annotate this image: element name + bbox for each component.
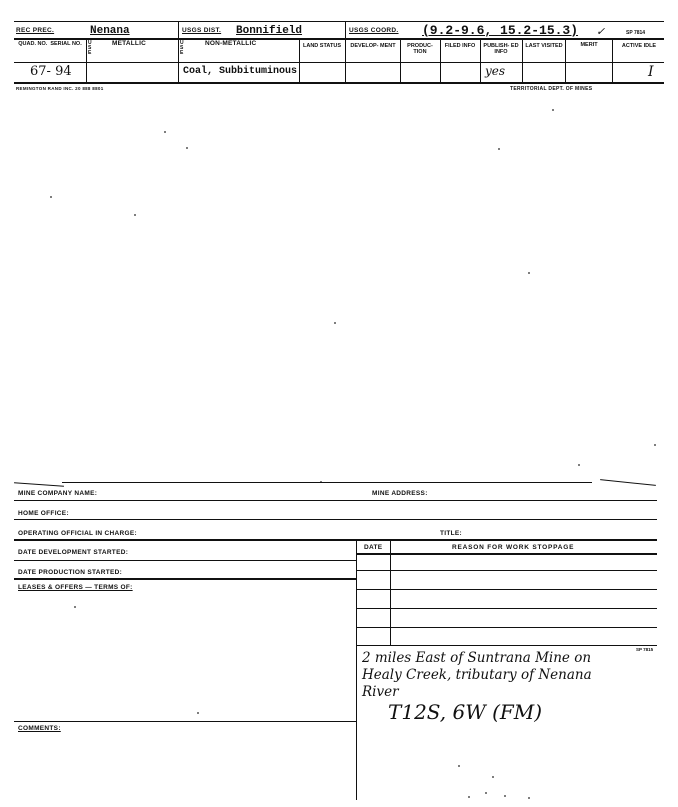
- comments-label: COMMENTS:: [18, 725, 61, 732]
- usgs-dist-value: Bonnifield: [236, 25, 303, 37]
- development-label: DEVELOP- MENT: [350, 43, 396, 49]
- home-office-label: HOME OFFICE:: [18, 510, 69, 517]
- mine-company-label: MINE COMPANY NAME:: [18, 490, 98, 497]
- title-label: TITLE:: [440, 530, 463, 537]
- location-note: [362, 650, 592, 701]
- production-label: PRODUC- TION: [407, 43, 433, 55]
- usgs-coord-label: USGS COORD.: [349, 27, 399, 34]
- filed-info-label: FILED INFO: [444, 43, 476, 49]
- reason-column-header: REASON FOR WORK STOPPAGE: [452, 544, 575, 551]
- rec-prec-label: REC PREC.: [16, 27, 55, 34]
- form-number-top: SP 7814: [626, 30, 646, 36]
- township-range-note: T12S, 6W (FM): [388, 700, 543, 724]
- nonmetallic-label: NON-METALLIC: [205, 40, 257, 47]
- form-number-bottom: SP 7815: [636, 647, 654, 652]
- active-idle-label: ACTIVE IDLE: [621, 43, 657, 49]
- leases-offers-label: LEASES & OFFERS — TERMS OF:: [18, 584, 133, 591]
- quad-no-label: QUAD. NO.: [18, 41, 48, 47]
- quad-serial-header: [16, 42, 84, 48]
- use-label-metallic: U S E: [88, 40, 92, 56]
- usgs-coord-value: (9.2-9.6, 15.2-15.3): [422, 23, 579, 38]
- published-info-value: yes: [485, 64, 506, 78]
- metallic-label: METALLIC: [112, 40, 146, 47]
- development-started-label: DATE DEVELOPMENT STARTED:: [18, 549, 129, 556]
- merit-label: MERIT: [580, 42, 598, 48]
- production-started-label: DATE PRODUCTION STARTED:: [18, 569, 123, 576]
- commodity-value: Coal, Subbituminous: [183, 66, 298, 77]
- card-footer-right: TERRITORIAL DEPT. OF MINES: [510, 86, 593, 92]
- operating-official-label: OPERATING OFFICIAL IN CHARGE:: [18, 530, 137, 537]
- mine-address-label: MINE ADDRESS:: [372, 490, 428, 497]
- location-note-line-3: River: [362, 684, 399, 700]
- serial-no-label: SERIAL NO.: [50, 41, 82, 47]
- use-label-nonmetallic: U S E: [180, 40, 184, 56]
- last-visited-label: LAST VISITED: [525, 43, 563, 49]
- quad-serial-value: 67- 94: [30, 64, 72, 79]
- rec-prec-value: Nenana: [90, 25, 130, 37]
- date-column-header: DATE: [364, 544, 383, 551]
- land-status-label: LAND STATUS: [303, 43, 341, 49]
- location-note-line-2: Healy Creek, tributary of Nenana: [362, 667, 592, 683]
- published-info-label: PUBLISH- ED INFO: [483, 43, 519, 55]
- usgs-dist-label: USGS DIST.: [182, 27, 222, 34]
- active-idle-value: I: [648, 64, 654, 80]
- card-footer-left: REMINGTON RAND INC. 20 888 8801: [16, 86, 104, 91]
- location-note-line-1: 2 miles East of Suntrana Mine on: [362, 650, 592, 666]
- coord-check-mark: ✓: [596, 25, 606, 38]
